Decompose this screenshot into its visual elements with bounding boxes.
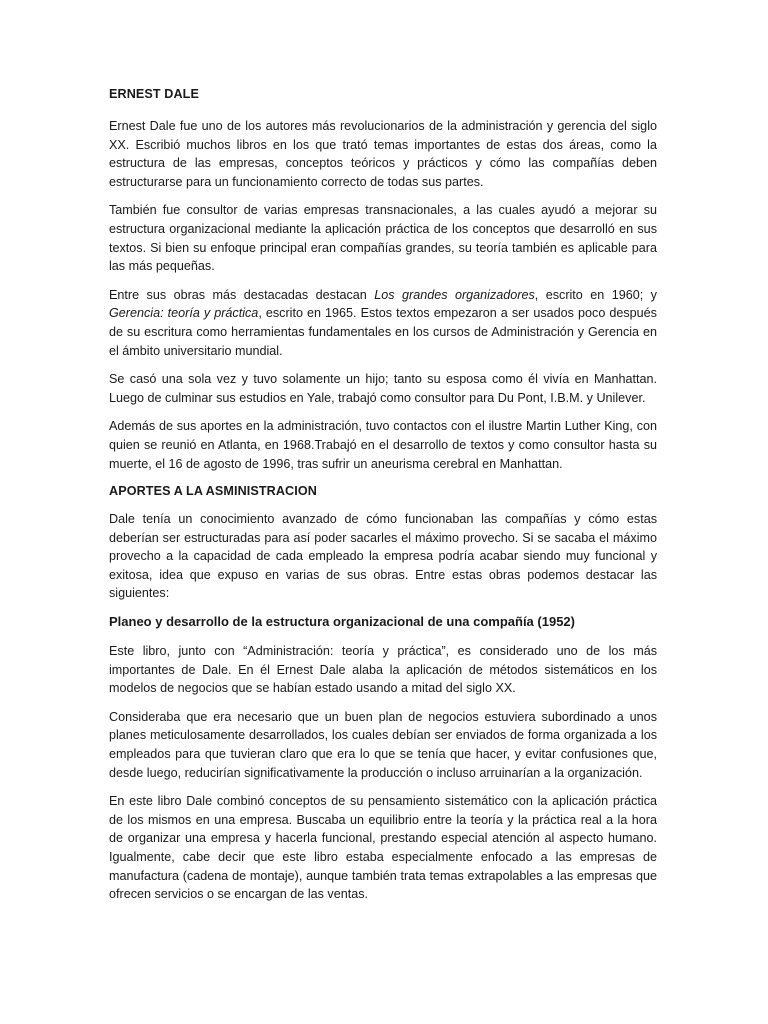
document-page (109, 86, 657, 914)
book-title-organizadores: Los grandes organizadores (374, 287, 535, 302)
paragraph-contacts: Además de sus aportes en la administración, tuvo contactos con el ilustre Martin Luther King, con quien se reunió en Atlanta, en 1968.Trabajó en el desarrollo de textos y como consultor hasta su muerte, el 16 de agosto de 1996, tras sufrir un aneurisma cerebral en Manhattan. (109, 419, 657, 471)
paragraph-intro: Ernest Dale fue uno de los autores más revolucionarios de la administración y gerencia del siglo XX. Escribió muchos libros en los que trató temas importantes de estas dos áreas, como la estructura de las empresas, conceptos teóricos y prácticos y cómo las compañías deben estructurarse para un funcionamiento correcto de todas sus partes. (109, 119, 657, 189)
paragraph-book-importance: Este libro, junto con “Administración: teoría y práctica”, es considerado uno de los más importantes de Dale. En él Ernest Dale alaba la aplicación de métodos sistemáticos en los modelos de negocios que se habían estado usando a mitad del siglo XX. (109, 644, 657, 696)
paragraph-book-combination: En este libro Dale combinó conceptos de su pensamiento sistemático con la aplicación práctica de los mismos en una empresa. Buscaba un equilibrio entre la teoría y la práctica real a la hora de organizar una empresa y hacerla funcional, prestando especial atención al aspecto humano. Igualmente, cabe decir que este libro estaba especialmente enfocado a las empresas de manufactura (cadena de montaje), aunque también trata temas extrapolables a las empresas que ofrecen servicios o se encargan de las ventas. (109, 794, 657, 902)
book-title-gerencia: Gerencia: teoría y práctica (109, 306, 259, 321)
document-title: ERNEST DALE (109, 87, 199, 101)
paragraph-consultant: También fue consultor de varias empresas transnacionales, a las cuales ayudó a mejorar su estructura organizacional mediante la aplicación práctica de los conceptos que desarrolló en sus textos. Si bien su enfoque principal eran compañías grandes, su teoría también es aplicable para las más pequeñas. (109, 203, 657, 274)
paragraph-works-text-a: Entre sus obras más destacadas destacan (109, 287, 375, 302)
paragraph-works-text-b: , escrito en 1960; y (534, 287, 657, 302)
section-title: APORTES A LA ASMINISTRACION (109, 484, 317, 499)
paragraph-personal: Se casó una sola vez y tuvo solamente un hijo; tanto su esposa como él vivía en Manhattan. Luego de culminar sus estudios en Yale, trabajó como consultor para Du Pont, I.B.M. y Unilever. (109, 372, 657, 405)
paragraph-business-plan: Consideraba que era necesario que un buen plan de negocios estuviera subordinado a unos planes meticulosamente desarrollados, los cuales debían ser enviados de forma organizada a los empleados para que tuvieran claro que era lo que se tenía que hacer, y evitar confusiones que, desde luego, reducirían significativamente la producción o incluso arruinarían a la organización. (109, 709, 657, 780)
paragraph-works (109, 286, 657, 360)
paragraph-knowledge: Dale tenía un conocimiento avanzado de cómo funcionaban las compañías y cómo estas deberían ser estructuradas para así poder sacarles el máximo provecho. Si se sacaba el máximo provecho a la capacidad de cada empleado la empresa podría acabar siendo muy funcional y exitosa, idea que expuso en varias de sus obras. Entre estas obras podemos destacar las siguientes: (109, 512, 657, 601)
book-heading: Planeo y desarrollo de la estructura organizacional de una compañía (1952) (109, 614, 575, 630)
paragraph-works-text-c: , escrito en 1965. Estos textos empezaron a ser usados poco después de su escritura como herramientas fundamentales en los cursos de Administración y Gerencia en el ámbito universitario mundial. (109, 306, 657, 358)
